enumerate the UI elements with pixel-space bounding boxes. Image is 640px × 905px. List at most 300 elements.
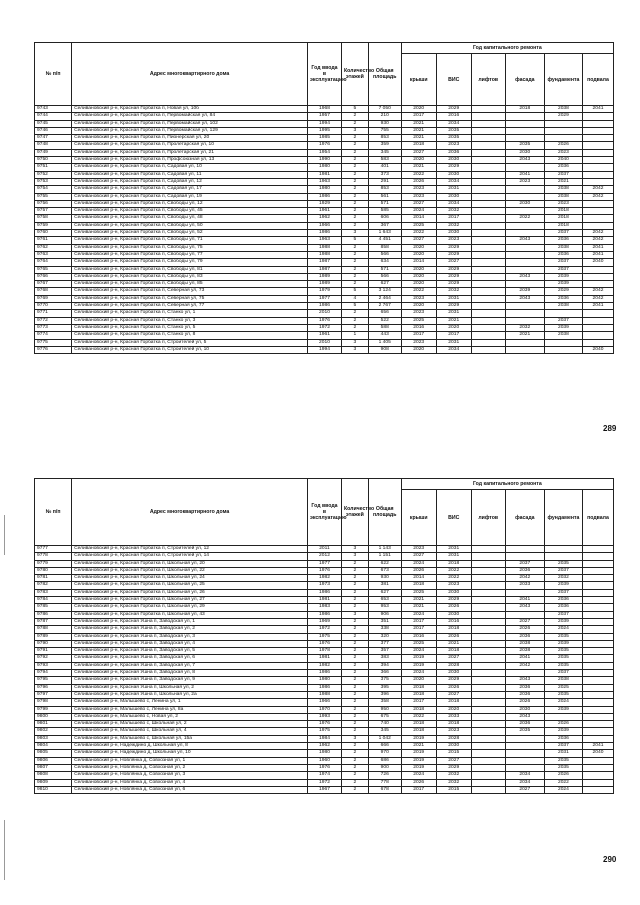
cell-floors: 2	[341, 648, 368, 655]
cell-foundation: 2018	[544, 215, 582, 222]
cell-facade: 2030	[505, 200, 544, 207]
cell-floors: 3	[341, 553, 368, 560]
cell-area: 588	[368, 324, 401, 331]
cell-address: Селивановский р-н, Красная Ушна п, Заводская ул, 1	[72, 618, 308, 625]
cell-area: 622	[368, 560, 401, 567]
table-row	[35, 626, 614, 633]
cell-facade: 2036	[505, 567, 544, 574]
cell-foundation: 2021	[544, 178, 582, 185]
cell-facade	[505, 750, 544, 757]
cell-year: 1994	[307, 120, 341, 127]
cell-num: 9804	[35, 743, 72, 750]
cell-floors: 2	[341, 200, 368, 207]
cell-facade: 2033	[505, 582, 544, 589]
cell-basement: 2041	[582, 106, 613, 113]
cell-basement	[582, 553, 613, 560]
cell-floors: 2	[341, 186, 368, 193]
cell-basement	[582, 215, 613, 222]
cell-facade	[505, 589, 544, 596]
cell-lift	[471, 149, 505, 156]
cell-foundation: 2035	[544, 560, 582, 567]
cell-foundation: 2039	[544, 273, 582, 280]
page-number: 290	[603, 855, 617, 864]
cell-vis: 2029	[436, 764, 471, 771]
cell-area: 755	[368, 127, 401, 134]
cell-basement: 2042	[582, 237, 613, 244]
cell-roof: 2017	[401, 626, 436, 633]
cell-floors: 2	[341, 135, 368, 142]
cell-facade	[505, 735, 544, 742]
cell-basement	[582, 691, 613, 698]
cell-vis: 2031	[436, 553, 471, 560]
cell-year: 1987	[307, 266, 341, 273]
cell-vis: 2028	[436, 735, 471, 742]
cell-num: 9798	[35, 699, 72, 706]
cell-vis: 2032	[436, 779, 471, 786]
cell-foundation: 2035	[544, 757, 582, 764]
cell-basement	[582, 589, 613, 596]
cell-area: 373	[368, 171, 401, 178]
cell-vis: 2030	[436, 230, 471, 237]
cell-num: 9751	[35, 164, 72, 171]
cell-foundation	[544, 713, 582, 720]
table-row	[35, 186, 614, 193]
cell-year: 1974	[307, 772, 341, 779]
col-header-vis: ВИС	[436, 54, 471, 106]
cell-lift	[471, 589, 505, 596]
cell-area: 396	[368, 691, 401, 698]
cell-roof: 2017	[401, 786, 436, 793]
cell-lift	[471, 244, 505, 251]
cell-basement	[582, 546, 613, 553]
cell-area: 858	[368, 244, 401, 251]
cell-foundation	[544, 120, 582, 127]
cell-lift	[471, 764, 505, 771]
cell-floors: 2	[341, 142, 368, 149]
cell-lift	[471, 670, 505, 677]
cell-area: 381	[368, 582, 401, 589]
table-row	[35, 670, 614, 677]
cell-foundation: 2038	[544, 303, 582, 310]
cell-num: 9806	[35, 757, 72, 764]
cell-area: 740	[368, 721, 401, 728]
cell-vis: 2018	[436, 560, 471, 567]
col-header-floors: Количество этажей	[341, 479, 368, 546]
cell-roof: 2020	[401, 677, 436, 684]
cell-num: 9796	[35, 684, 72, 691]
cell-num: 9746	[35, 127, 72, 134]
cell-floors: 2	[341, 193, 368, 200]
cell-area: 1 405	[368, 339, 401, 346]
table-row	[35, 127, 614, 134]
cell-foundation: 2039	[544, 728, 582, 735]
table-row	[35, 618, 614, 625]
cell-year: 1972	[307, 626, 341, 633]
cell-area: 726	[368, 772, 401, 779]
cell-year: 1966	[307, 222, 341, 229]
cell-area: 395	[368, 684, 401, 691]
cell-foundation: 2036	[544, 597, 582, 604]
cell-vis: 2035	[436, 135, 471, 142]
table-row	[35, 106, 614, 113]
cell-area: 571	[368, 266, 401, 273]
cell-num: 9797	[35, 691, 72, 698]
cell-lift	[471, 582, 505, 589]
cell-facade: 2036	[505, 691, 544, 698]
cell-lift	[471, 648, 505, 655]
cell-area: 401	[368, 164, 401, 171]
table-row	[35, 208, 614, 215]
col-header-num: № п/п	[35, 479, 72, 546]
cell-floors: 2	[341, 604, 368, 611]
cell-area: 566	[368, 273, 401, 280]
cell-roof: 2024	[401, 648, 436, 655]
cell-basement	[582, 611, 613, 618]
cell-vis: 2031	[436, 310, 471, 317]
table-row	[35, 295, 614, 302]
cell-floors: 2	[341, 560, 368, 567]
cell-vis: 2027	[436, 691, 471, 698]
cell-area: 906	[368, 611, 401, 618]
cell-facade	[505, 127, 544, 134]
cell-basement	[582, 648, 613, 655]
cell-year: 1995	[307, 127, 341, 134]
cell-year: 1976	[307, 317, 341, 324]
cell-floors: 2	[341, 178, 368, 185]
cell-vis: 2030	[436, 743, 471, 750]
cell-vis: 2032	[436, 222, 471, 229]
cell-vis: 2023	[436, 237, 471, 244]
cell-num: 9784	[35, 597, 72, 604]
cell-floors: 2	[341, 743, 368, 750]
cell-roof: 2022	[401, 171, 436, 178]
cell-floors: 2	[341, 670, 368, 677]
cell-year: 1976	[307, 142, 341, 149]
cell-floors: 2	[341, 251, 368, 258]
cell-vis: 2027	[436, 655, 471, 662]
cell-basement	[582, 222, 613, 229]
cell-area: 950	[368, 706, 401, 713]
cell-year: 1977	[307, 560, 341, 567]
cell-basement	[582, 670, 613, 677]
table-row	[35, 324, 614, 331]
cell-basement	[582, 779, 613, 786]
cell-facade: 2043	[505, 157, 544, 164]
cell-area: 656	[368, 310, 401, 317]
cell-foundation: 2038	[544, 677, 582, 684]
cell-lift	[471, 281, 505, 288]
cell-facade: 2038	[505, 648, 544, 655]
table-row	[35, 135, 614, 142]
cell-floors: 2	[341, 640, 368, 647]
cell-foundation: 2039	[544, 706, 582, 713]
cell-floors: 2	[341, 713, 368, 720]
cell-area: 345	[368, 728, 401, 735]
cell-year: 1983	[307, 604, 341, 611]
cell-facade	[505, 208, 544, 215]
cell-lift	[471, 699, 505, 706]
cell-floors: 2	[341, 779, 368, 786]
cell-basement	[582, 273, 613, 280]
cell-num: 9809	[35, 779, 72, 786]
repair-schedule-table-page-289	[34, 42, 614, 354]
cell-vis: 2021	[436, 317, 471, 324]
cell-year: 1980	[307, 186, 341, 193]
cell-foundation: 2039	[544, 618, 582, 625]
col-header-area: Общая площадь	[368, 43, 401, 106]
cell-year: 1976	[307, 764, 341, 771]
cell-address: Селивановский р-н, Красная Горбатка п, Свободы ул, 83	[72, 273, 308, 280]
cell-year: 1986	[307, 684, 341, 691]
cell-floors: 2	[341, 164, 368, 171]
cell-lift	[471, 178, 505, 185]
cell-basement	[582, 560, 613, 567]
cell-floors: 3	[341, 611, 368, 618]
cell-year: 1972	[307, 779, 341, 786]
cell-num: 9781	[35, 575, 72, 582]
table-row	[35, 266, 614, 273]
cell-foundation: 2039	[544, 640, 582, 647]
cell-area: 2 464	[368, 295, 401, 302]
cell-vis: 2030	[436, 171, 471, 178]
cell-year: 2010	[307, 310, 341, 317]
cell-num: 9752	[35, 171, 72, 178]
cell-roof: 2021	[401, 604, 436, 611]
cell-basement	[582, 640, 613, 647]
table-row	[35, 779, 614, 786]
cell-address: Селивановский р-н, Красная Горбатка п, Пролетарская ул, 10	[72, 142, 308, 149]
table-row	[35, 560, 614, 567]
cell-year: 1976	[307, 640, 341, 647]
cell-area: 853	[368, 135, 401, 142]
cell-lift	[471, 728, 505, 735]
table-row	[35, 750, 614, 757]
cell-lift	[471, 684, 505, 691]
cell-address: Селивановский р-н, Красная Горбатка п, Школьная ул, 29	[72, 604, 308, 611]
cell-floors: 2	[341, 728, 368, 735]
cell-address: Селивановский р-н, Красная Горбатка п, Северная ул, 75	[72, 295, 308, 302]
table-row	[35, 786, 614, 793]
cell-roof: 2021	[401, 164, 436, 171]
cell-foundation: 2039	[544, 281, 582, 288]
cell-area: 367	[368, 222, 401, 229]
cell-lift	[471, 575, 505, 582]
cell-facade	[505, 259, 544, 266]
cell-num: 9794	[35, 670, 72, 677]
cell-num: 9765	[35, 266, 72, 273]
cell-area: 778	[368, 779, 401, 786]
cell-facade: 2036	[505, 633, 544, 640]
cell-lift	[471, 288, 505, 295]
cell-year: 1929	[307, 200, 341, 207]
cell-vis: 2017	[436, 332, 471, 339]
cell-basement	[582, 567, 613, 574]
cell-floors: 2	[341, 208, 368, 215]
cell-basement	[582, 728, 613, 735]
cell-floors: 2	[341, 626, 368, 633]
cell-address: Селивановский р-н, Красная Горбатка п, Пролетарская ул, 21	[72, 149, 308, 156]
cell-foundation	[544, 339, 582, 346]
cell-floors: 2	[341, 772, 368, 779]
cell-lift	[471, 750, 505, 757]
cell-foundation: 2038	[544, 186, 582, 193]
cell-roof: 2020	[401, 157, 436, 164]
cell-basement	[582, 113, 613, 120]
cell-num: 9771	[35, 310, 72, 317]
cell-floors: 2	[341, 273, 368, 280]
table-row	[35, 553, 614, 560]
cell-roof: 2027	[401, 149, 436, 156]
col-header-roof: крыши	[401, 54, 436, 106]
cell-lift	[471, 640, 505, 647]
cell-facade: 2043	[505, 295, 544, 302]
cell-num: 9747	[35, 135, 72, 142]
cell-roof: 2019	[401, 750, 436, 757]
cell-facade: 2026	[505, 626, 544, 633]
cell-facade	[505, 339, 544, 346]
cell-foundation	[544, 553, 582, 560]
cell-vis: 2026	[436, 633, 471, 640]
cell-num: 9755	[35, 193, 72, 200]
cell-address: Селивановский р-н, Новлянка д, Совхозная ул, 3	[72, 772, 308, 779]
cell-vis: 2023	[436, 582, 471, 589]
cell-floors: 2	[341, 706, 368, 713]
cell-year: 1963	[307, 237, 341, 244]
cell-facade	[505, 611, 544, 618]
table-row	[35, 728, 614, 735]
cell-floors: 3	[341, 339, 368, 346]
cell-year: 1980	[307, 164, 341, 171]
cell-roof: 2020	[401, 244, 436, 251]
cell-foundation: 2025	[544, 684, 582, 691]
cell-lift	[471, 633, 505, 640]
cell-year: 1986	[307, 589, 341, 596]
cell-foundation: 2035	[544, 662, 582, 669]
cell-floors: 3	[341, 230, 368, 237]
cell-num: 9783	[35, 589, 72, 596]
cell-year: 1986	[307, 230, 341, 237]
cell-roof: 2021	[401, 743, 436, 750]
cell-basement: 2041	[582, 251, 613, 258]
col-header-vis: ВИС	[436, 490, 471, 546]
cell-foundation: 2036	[544, 735, 582, 742]
table-row	[35, 655, 614, 662]
cell-area: 2 767	[368, 303, 401, 310]
cell-facade: 2030	[505, 149, 544, 156]
cell-facade: 2041	[505, 597, 544, 604]
cell-lift	[471, 743, 505, 750]
cell-year: 1981	[307, 655, 341, 662]
cell-address: Селивановский р-н, Красная Горбатка п, Профсоюзная ул, 13	[72, 157, 308, 164]
cell-vis: 2020	[436, 706, 471, 713]
cell-foundation: 2026	[544, 721, 582, 728]
cell-roof: 2018	[401, 582, 436, 589]
col-header-foundation: фундамента	[544, 490, 582, 546]
table-row	[35, 142, 614, 149]
cell-num: 9803	[35, 735, 72, 742]
cell-vis: 2018	[436, 648, 471, 655]
cell-year: 1978	[307, 648, 341, 655]
cell-vis: 2034	[436, 346, 471, 353]
cell-floors: 2	[341, 786, 368, 793]
cell-facade	[505, 222, 544, 229]
cell-facade	[505, 553, 544, 560]
cell-facade	[505, 310, 544, 317]
cell-roof: 2023	[401, 186, 436, 193]
table-row	[35, 273, 614, 280]
cell-facade	[505, 251, 544, 258]
cell-basement	[582, 171, 613, 178]
cell-lift	[471, 259, 505, 266]
cell-vis: 2036	[436, 149, 471, 156]
cell-year: 1986	[307, 193, 341, 200]
cell-foundation: 2037	[544, 266, 582, 273]
cell-foundation: 2037	[544, 567, 582, 574]
cell-num: 9768	[35, 288, 72, 295]
cell-num: 9767	[35, 281, 72, 288]
cell-basement: 2041	[582, 303, 613, 310]
cell-foundation: 2037	[544, 230, 582, 237]
cell-address: Селивановский р-н, Красная Горбатка п, Первомайская ул, 102	[72, 120, 308, 127]
cell-basement	[582, 120, 613, 127]
cell-facade: 2022	[505, 215, 544, 222]
cell-roof: 2020	[401, 303, 436, 310]
cell-basement	[582, 764, 613, 771]
cell-area: 634	[368, 259, 401, 266]
cell-address: Селивановский р-н, Красная Горбатка п, Свободы ул, 81	[72, 266, 308, 273]
cell-roof: 2017	[401, 699, 436, 706]
table-row	[35, 648, 614, 655]
cell-address: Селивановский р-н, Красная Горбатка п, Свободы ул, 71	[72, 237, 308, 244]
cell-address: Селивановский р-н, Красная Ушна п, Школьная ул, 2а	[72, 691, 308, 698]
cell-lift	[471, 215, 505, 222]
cell-facade: 2036	[505, 721, 544, 728]
cell-address: Селивановский р-н, Красная Горбатка п, Станко ул, 3	[72, 317, 308, 324]
cell-roof: 2024	[401, 208, 436, 215]
cell-floors: 2	[341, 259, 368, 266]
cell-lift	[471, 106, 505, 113]
cell-num: 9807	[35, 764, 72, 771]
cell-lift	[471, 237, 505, 244]
cell-num: 9801	[35, 721, 72, 728]
table-header-row	[35, 479, 614, 490]
cell-area: 666	[368, 743, 401, 750]
cell-vis: 2026	[436, 604, 471, 611]
table-row	[35, 597, 614, 604]
cell-foundation: 2038	[544, 332, 582, 339]
cell-foundation: 2023	[544, 200, 582, 207]
cell-facade: 2034	[505, 772, 544, 779]
cell-vis: 2030	[436, 157, 471, 164]
col-header-basement: подвала	[582, 54, 613, 106]
cell-basement: 2042	[582, 288, 613, 295]
cell-address: Селивановский р-н, Красная Горбатка п, Школьная ул, 27	[72, 597, 308, 604]
cell-lift	[471, 303, 505, 310]
col-header-year: Год ввода в эксплуатацию	[307, 43, 341, 106]
cell-num: 9782	[35, 582, 72, 589]
cell-floors: 2	[341, 317, 368, 324]
cell-basement: 2041	[582, 244, 613, 251]
cell-area: 566	[368, 251, 401, 258]
cell-num: 9780	[35, 567, 72, 574]
cell-foundation: 2024	[544, 626, 582, 633]
cell-foundation: 2036	[544, 164, 582, 171]
cell-area: 358	[368, 699, 401, 706]
cell-foundation	[544, 546, 582, 553]
cell-facade	[505, 244, 544, 251]
cell-vis: 2027	[436, 259, 471, 266]
cell-vis: 2031	[436, 546, 471, 553]
